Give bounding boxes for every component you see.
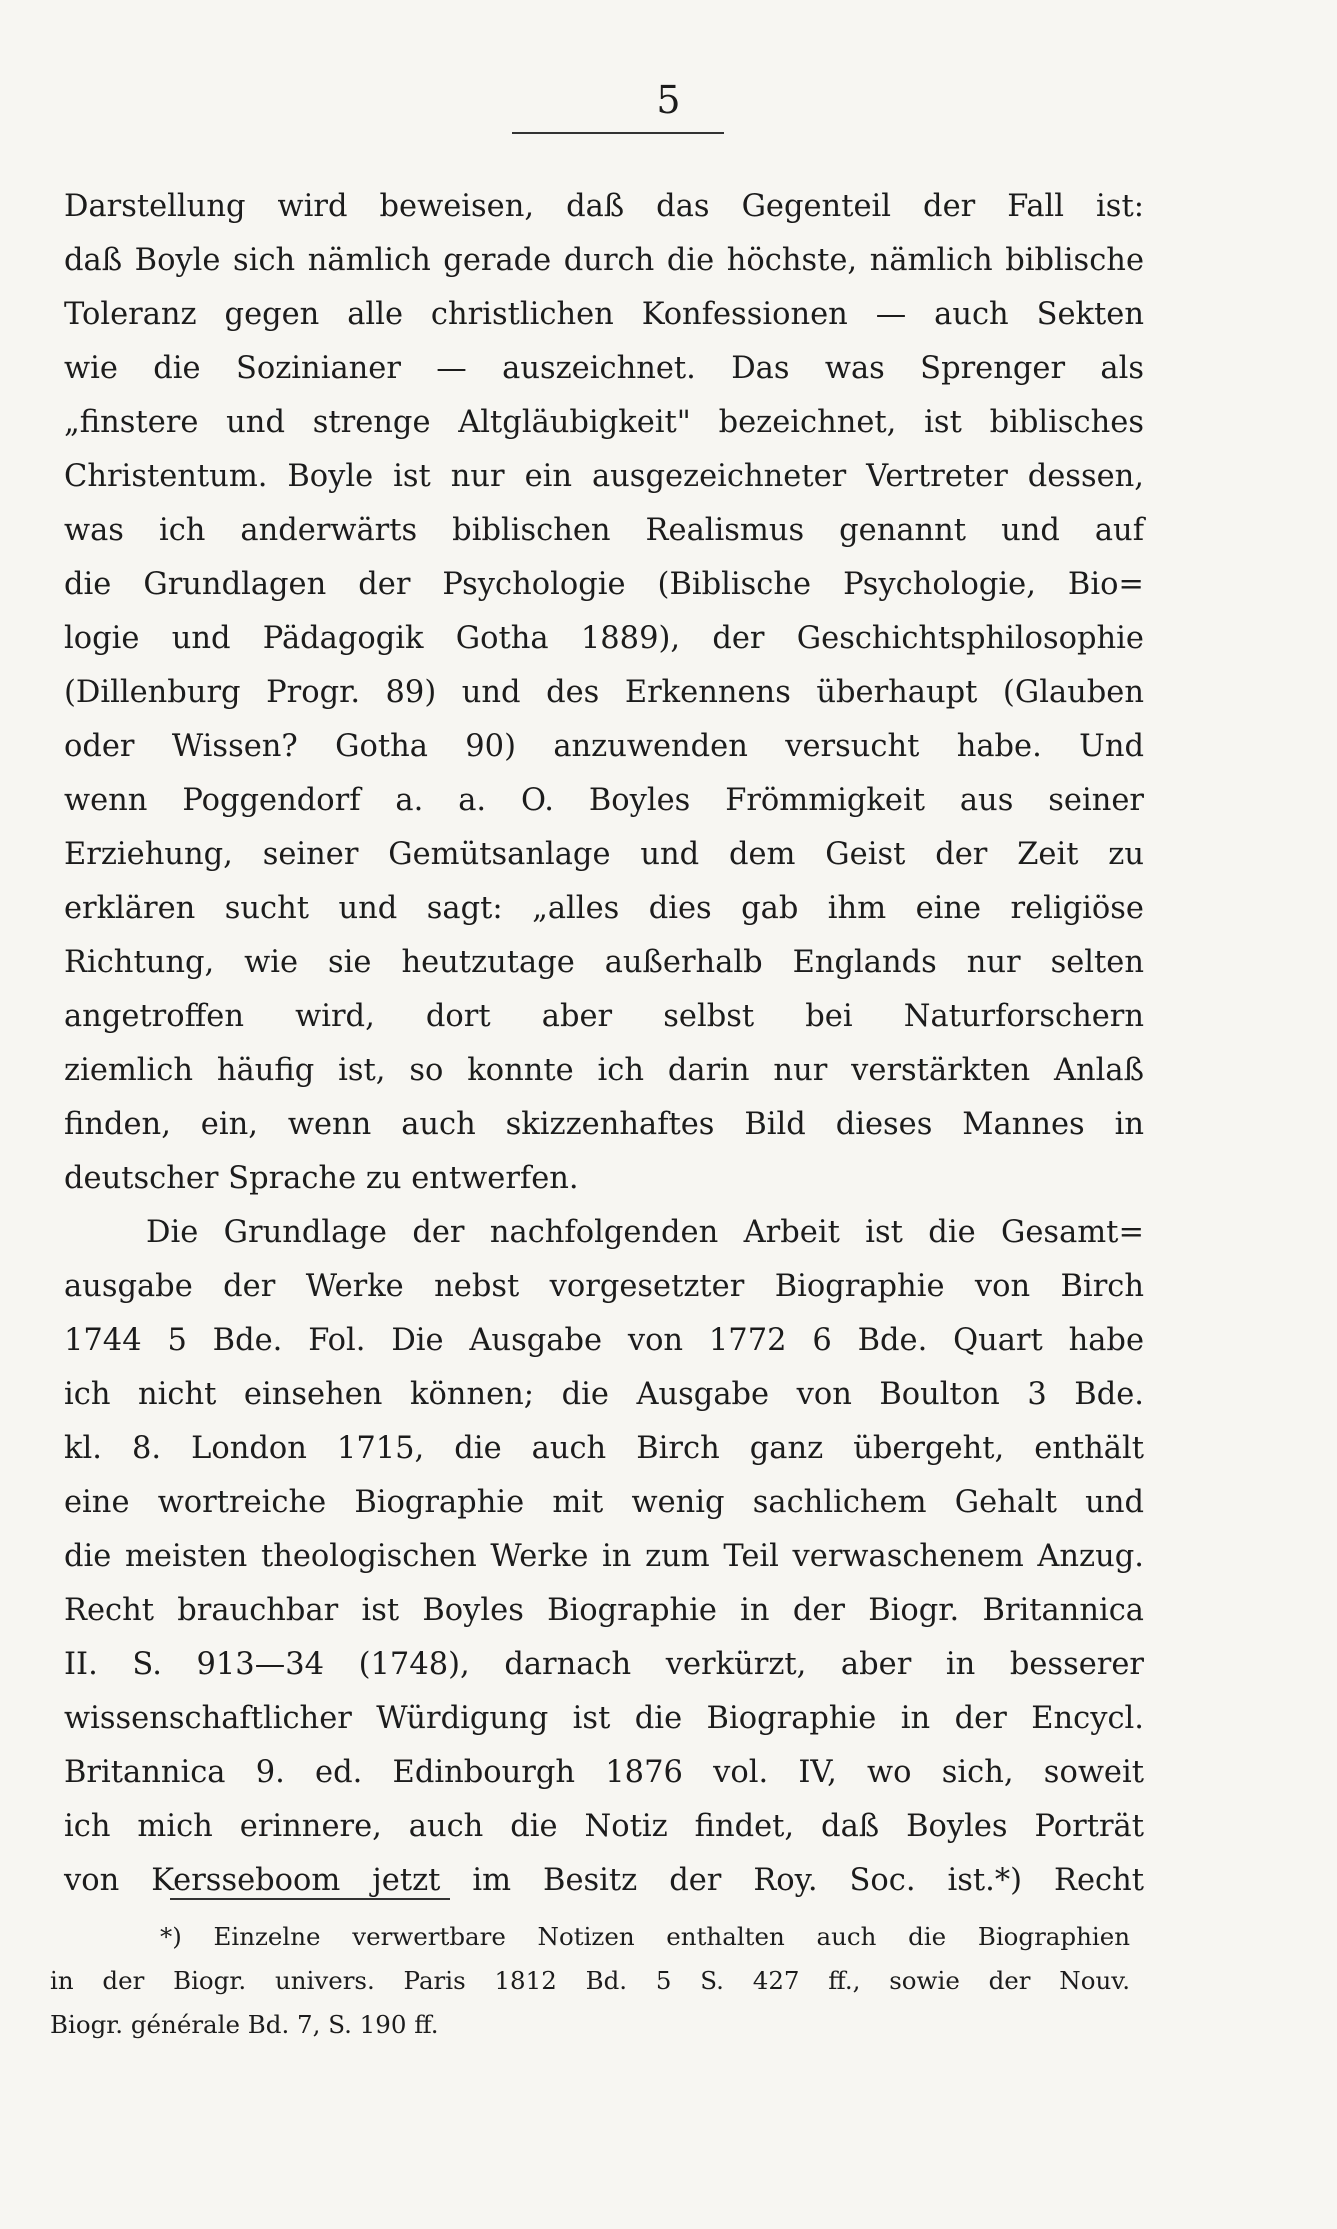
text-line: wie die Sozinianer — auszeichnet. Das was Sprenger als xyxy=(64,351,1144,386)
text-line: Darstellung wird beweisen, daß das Gegenteil der Fall ist: xyxy=(64,189,1144,224)
footnote xyxy=(50,1915,1130,2047)
text-line: Toleranz gegen alle christlichen Konfessionen — auch Sekten xyxy=(64,297,1144,332)
header-rule xyxy=(512,132,724,134)
text-line: von Kersseboom jetzt im Besitz der Roy. Soc. ist.*) Recht xyxy=(64,1863,1144,1898)
text-line: deutscher Sprache zu entwerfen. xyxy=(64,1161,579,1196)
text-line: ich nicht einsehen können; die Ausgabe von Boulton 3 Bde. xyxy=(64,1377,1144,1412)
text-line: die Grundlagen der Psychologie (Biblische Psychologie, Bio= xyxy=(64,567,1144,602)
text-line: (Dillenburg Progr. 89) und des Erkennens überhaupt (Glauben xyxy=(64,675,1144,710)
text-line: finden, ein, wenn auch skizzenhaftes Bild dieses Mannes in xyxy=(64,1107,1144,1142)
text-line: kl. 8. London 1715, die auch Birch ganz übergeht, enthält xyxy=(64,1431,1144,1466)
text-line: daß Boyle sich nämlich gerade durch die höchste, nämlich biblische xyxy=(64,243,1144,278)
text-line: ziemlich häufig ist, so konnte ich darin nur verstärkten Anlaß xyxy=(64,1053,1144,1088)
text-line: „finstere und strenge Altgläubigkeit" bezeichnet, ist biblisches xyxy=(64,405,1144,440)
body-text xyxy=(64,180,1144,1908)
text-line: Erziehung, seiner Gemütsanlage und dem Geist der Zeit zu xyxy=(64,837,1144,872)
footnote-rule xyxy=(170,1898,450,1900)
text-line: Christentum. Boyle ist nur ein ausgezeichneter Vertreter dessen, xyxy=(64,459,1144,494)
text-line: Die Grundlage der nachfolgenden Arbeit ist die Gesamt= xyxy=(146,1215,1144,1250)
text-line: erklären sucht und sagt: „alles dies gab ihm eine religiöse xyxy=(64,891,1144,926)
text-line: was ich anderwärts biblischen Realismus genannt und auf xyxy=(64,513,1144,548)
footnote-line: in der Biogr. univers. Paris 1812 Bd. 5 S. 427 ff., sowie der Nouv. xyxy=(50,1966,1130,1995)
text-line: logie und Pädagogik Gotha 1889), der Geschichtsphilosophie xyxy=(64,621,1144,656)
text-line: angetroffen wird, dort aber selbst bei Naturforschern xyxy=(64,999,1144,1034)
text-line: Britannica 9. ed. Edinbourgh 1876 vol. IV, wo sich, soweit xyxy=(64,1755,1144,1790)
page-number: 5 xyxy=(656,78,681,122)
footnote-line: *) Einzelne verwertbare Notizen enthalten auch die Biographien xyxy=(160,1922,1130,1951)
text-line: die meisten theologischen Werke in zum Teil verwaschenem Anzug. xyxy=(64,1539,1144,1574)
footnote-line: Biogr. générale Bd. 7, S. 190 ff. xyxy=(50,2010,439,2039)
text-line: 1744 5 Bde. Fol. Die Ausgabe von 1772 6 Bde. Quart habe xyxy=(64,1323,1144,1358)
text-line: eine wortreiche Biographie mit wenig sachlichem Gehalt und xyxy=(64,1485,1144,1520)
text-line: ausgabe der Werke nebst vorgesetzter Biographie von Birch xyxy=(64,1269,1144,1304)
text-line: wissenschaftlicher Würdigung ist die Biographie in der Encycl. xyxy=(64,1701,1144,1736)
text-line: oder Wissen? Gotha 90) anzuwenden versucht habe. Und xyxy=(64,729,1144,764)
text-line: II. S. 913—34 (1748), darnach verkürzt, aber in besserer xyxy=(64,1647,1144,1682)
text-line: ich mich erinnere, auch die Notiz findet, daß Boyles Porträt xyxy=(64,1809,1144,1844)
text-line: wenn Poggendorf a. a. O. Boyles Frömmigkeit aus seiner xyxy=(64,783,1144,818)
text-line: Recht brauchbar ist Boyles Biographie in der Biogr. Britannica xyxy=(64,1593,1144,1628)
text-line: Richtung, wie sie heutzutage außerhalb Englands nur selten xyxy=(64,945,1144,980)
